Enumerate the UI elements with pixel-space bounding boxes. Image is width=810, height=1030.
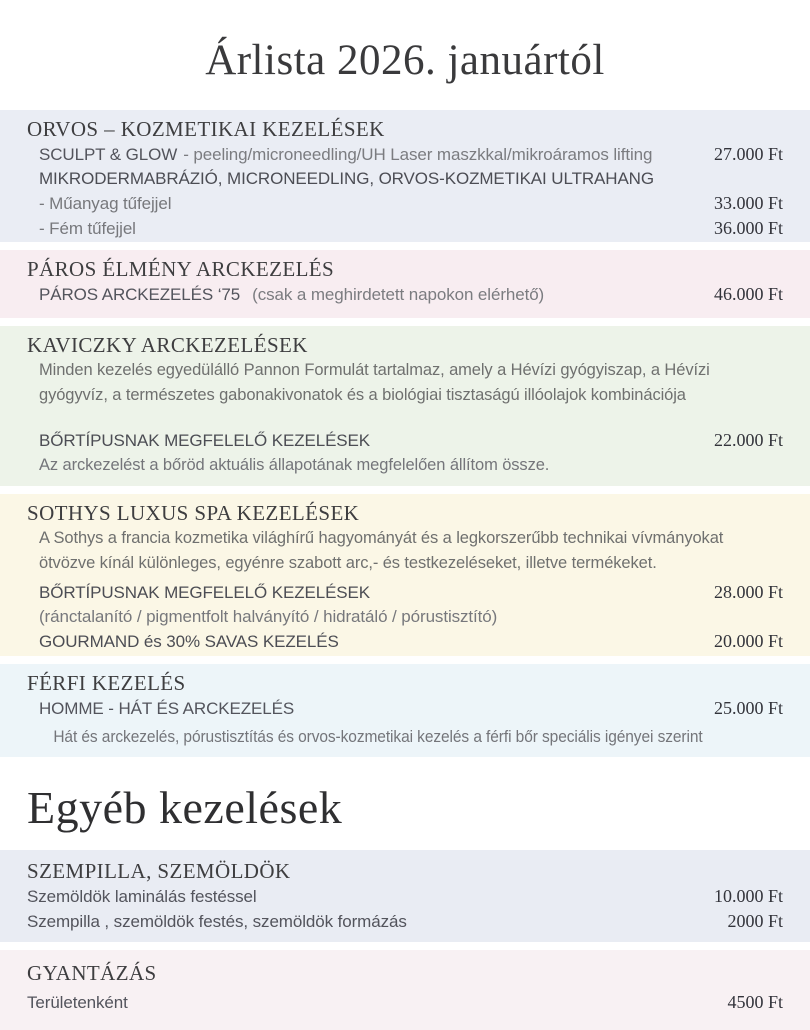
item-name: BŐRTÍPUSNAK MEGFELELŐ KEZELÉSEK: [39, 431, 371, 450]
item-name: (ránctalanító / pigmentfolt halványító / hidratáló / pórustisztító): [39, 607, 498, 626]
section-note: Az arckezelést a bőröd aktuális állapotának megfelelően állítom össze.: [39, 456, 550, 474]
item-name: SCULPT & GLOW: [39, 145, 178, 164]
secondary-heading: Egyéb kezelések: [27, 782, 343, 833]
item-price: 22.000 Ft: [713, 430, 783, 450]
item-name: MIKRODERMABRÁZIÓ, MICRONEEDLING, ORVOS-KOZMETIKAI ULTRAHANG: [39, 169, 654, 188]
price-row: [27, 909, 783, 934]
item-price: 28.000 Ft: [713, 582, 783, 602]
section-gyantazas: [0, 950, 810, 1030]
section-header: FÉRFI KEZELÉS: [27, 671, 186, 695]
item-price: 20.000 Ft: [713, 631, 783, 651]
price-row: [27, 990, 783, 1015]
item-name: Szemöldök laminálás festéssel: [27, 887, 257, 906]
price-row: [27, 428, 783, 453]
price-row: [27, 629, 783, 654]
section-header: SZEMPILLA, SZEMÖLDÖK: [27, 859, 291, 883]
section-header: SOTHYS LUXUS SPA KEZELÉSEK: [27, 501, 360, 525]
price-row: [27, 696, 783, 721]
price-row: [27, 216, 783, 241]
item-detail: (csak a meghirdetett napokon elérhető): [252, 285, 545, 304]
price-row: [27, 282, 783, 307]
item-price: 27.000 Ft: [713, 144, 783, 164]
section-szempilla-szemoldok: [0, 850, 810, 942]
item-name: HOMME - HÁT ÉS ARCKEZELÉS: [39, 699, 295, 718]
item-name: Szempilla , szemöldök festés, szemöldök formázás: [27, 912, 407, 931]
section-orvos-kozmetikai: [0, 110, 810, 242]
item-name: GOURMAND és 30% SAVAS KEZELÉS: [39, 632, 339, 651]
price-row: [27, 605, 783, 629]
section-header: KAVICZKY ARCKEZELÉSEK: [27, 333, 308, 357]
section-header: ORVOS – KOZMETIKAI KEZELÉSEK: [27, 117, 385, 141]
page-title: Árlista 2026. januártól: [205, 37, 605, 84]
item-name: - Műanyag tűfejjel: [39, 194, 172, 213]
secondary-heading-wrap: [0, 765, 810, 850]
item-name: - Fém tűfejjel: [39, 219, 136, 238]
price-row: [27, 167, 783, 191]
item-price: 36.000 Ft: [713, 218, 783, 238]
price-row: [27, 191, 783, 216]
item-price: 10.000 Ft: [713, 886, 783, 906]
section-kaviczky: [0, 326, 810, 486]
item-name: Területenként: [27, 993, 128, 1012]
section-description: A Sothys a francia kozmetika világhírű hagyományát és a legkorszerűbb technikai vívmányokat ötvözve kínál különleges, egyénre szabott arc,- és testkezeléseket, illetve termékeket.: [39, 529, 724, 572]
section-header: GYANTÁZÁS: [27, 961, 157, 985]
item-detail: - peeling/microneedling/UH Laser maszkkal/mikroáramos lifting: [183, 145, 653, 164]
price-row: [27, 884, 783, 909]
section-paros-elmeny: [0, 250, 810, 318]
page-header: [0, 0, 810, 88]
section-sothys: [0, 494, 810, 656]
price-row: [27, 142, 783, 167]
price-row: [27, 580, 783, 605]
item-name: PÁROS ARCKEZELÉS ‘75: [39, 285, 241, 304]
section-header: PÁROS ÉLMÉNY ARCKEZELÉS: [27, 257, 335, 281]
item-price: 2000 Ft: [727, 911, 783, 931]
item-price: 4500 Ft: [727, 992, 783, 1012]
item-price: 25.000 Ft: [713, 698, 783, 718]
section-ferfi: [0, 664, 810, 757]
item-price: 46.000 Ft: [713, 284, 783, 304]
section-description: Minden kezelés egyedülálló Pannon Formulát tartalmaz, amely a Hévízi gyógyiszap, a Hévízi gyógyvíz, a természetes gabonakivonatok és a biológiai tisztaságú illóolajok kombinációja: [39, 361, 710, 404]
item-price: 33.000 Ft: [713, 193, 783, 213]
item-name: BŐRTÍPUSNAK MEGFELELŐ KEZELÉSEK: [39, 583, 371, 602]
section-note: Hát és arckezelés, pórustisztítás és orvos-kozmetikai kezelés a férfi bőr speciális igényei szerint: [53, 728, 703, 746]
